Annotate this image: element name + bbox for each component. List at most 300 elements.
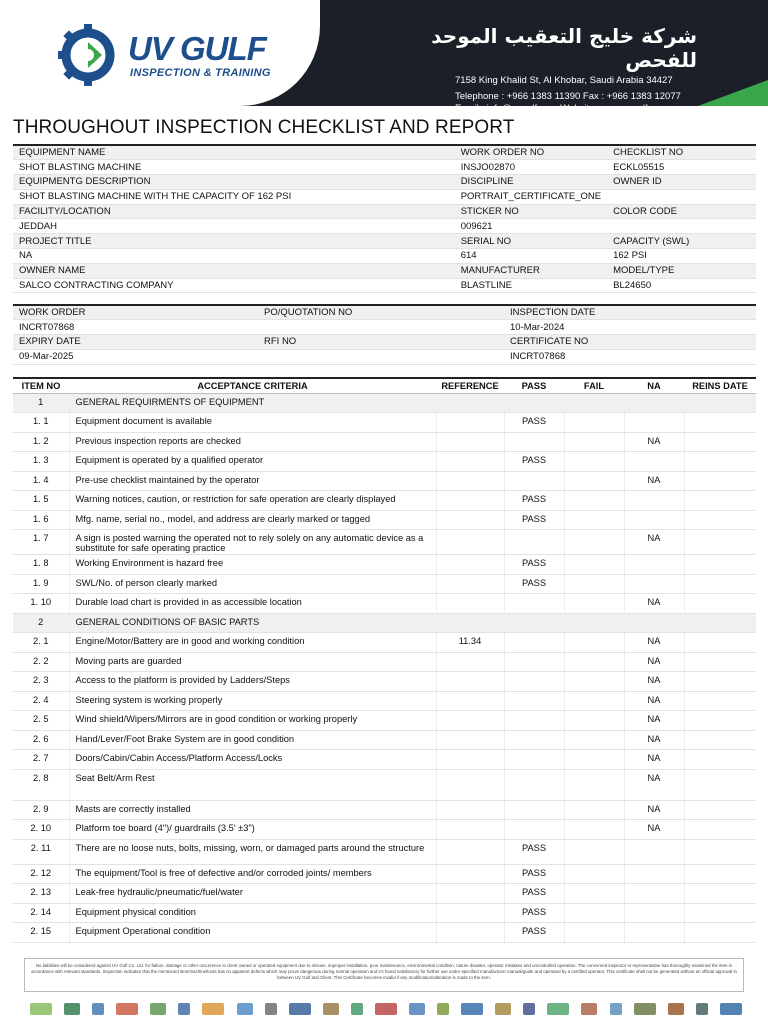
criteria-cell: Equipment Operational condition <box>69 923 436 943</box>
reins-date-cell <box>684 711 756 731</box>
fail-cell <box>564 730 624 750</box>
info-cell: STICKER NO <box>455 204 607 219</box>
checklist-row <box>13 530 756 555</box>
na-cell: NA <box>624 730 684 750</box>
pass-cell: PASS <box>504 903 564 923</box>
info-cell: 614 <box>455 249 607 264</box>
fail-cell <box>564 800 624 820</box>
info-value-row <box>13 160 756 175</box>
reins-date-cell <box>684 413 756 433</box>
criteria-cell: Leak-free hydraulic/pneumatic/fuel/water <box>69 884 436 904</box>
info-cell: EQUIPMENTG DESCRIPTION <box>13 175 455 190</box>
reins-date-cell <box>684 730 756 750</box>
criteria-cell: There are no loose nuts, bolts, missing, worn, or damaged parts around the structure <box>69 839 436 864</box>
fail-cell <box>564 884 624 904</box>
criteria-cell: Equipment physical condition <box>69 903 436 923</box>
na-cell <box>624 452 684 472</box>
pass-cell: PASS <box>504 923 564 943</box>
criteria-cell: The equipment/Tool is free of defective and/or corroded joints/ members <box>69 864 436 884</box>
fail-cell <box>564 691 624 711</box>
criteria-cell: GENERAL CONDITIONS OF BASIC PARTS <box>69 613 436 633</box>
item-no-cell: 2. 13 <box>13 884 69 904</box>
checklist-row <box>13 691 756 711</box>
criteria-cell: Seat Belt/Arm Rest <box>69 769 436 800</box>
reins-date-cell <box>684 769 756 800</box>
info-cell: 10-Mar-2024 <box>504 320 756 335</box>
accreditation-logo <box>116 1003 138 1015</box>
fail-cell <box>564 452 624 472</box>
checklist-row <box>13 452 756 472</box>
criteria-cell: Working Environment is hazard free <box>69 555 436 575</box>
item-no-cell: 2. 7 <box>13 750 69 770</box>
info-label-row <box>13 305 756 320</box>
info-cell: NA <box>13 249 455 264</box>
fail-cell <box>564 903 624 923</box>
logo-tagline: INSPECTION & TRAINING <box>130 67 271 79</box>
criteria-cell: GENERAL REQUIRMENTS OF EQUIPMENT <box>69 393 436 413</box>
fail-cell <box>564 413 624 433</box>
info-cell: SHOT BLASTING MACHINE WITH THE CAPACITY OF 162 PSI <box>13 189 455 204</box>
checklist-row <box>13 432 756 452</box>
accreditation-logo <box>30 1003 52 1015</box>
reference-cell <box>436 769 504 800</box>
info-label-row <box>13 263 756 278</box>
pass-cell: PASS <box>504 413 564 433</box>
info-cell: ECKL05515 <box>607 160 756 175</box>
checklist-row <box>13 800 756 820</box>
na-cell <box>624 413 684 433</box>
info-cell: SHOT BLASTING MACHINE <box>13 160 455 175</box>
footer-disclaimer: No liabilities will be considered against UV Gulf Co. Ltd. for failure, damage or other occurrence to client owned or operated equipment due to misuse, improper installation, poor maintenance, environmental condition, nature disaster, operator mistakes and uncontrolled operation. The concerned inspector or representative has thoroughly examined the item in accordance with relevant standards. Inspection indicates that the mentioned item/machine/tools has no apparent defects which may prove dangerous during normal operation and it's found satisfactory for further use under specified manufacturer manual/guide and operated by a certified operator. This certificate shall not be generated without an official approval in between UV Gulf and Client. This Certificate becomes invalid if any modification/alteration is made to the item. <box>24 958 744 992</box>
col-header-item-no: ITEM NO <box>13 378 69 393</box>
criteria-cell: Equipment document is available <box>69 413 436 433</box>
reins-date-cell <box>684 839 756 864</box>
na-cell: NA <box>624 820 684 840</box>
checklist-row <box>13 923 756 943</box>
checklist-row <box>13 413 756 433</box>
company-phone: Telephone : +966 1383 11390 Fax : +966 1383 12077 <box>455 90 681 102</box>
reference-cell <box>436 393 504 413</box>
accreditation-logo <box>375 1003 397 1015</box>
item-no-cell: 1. 6 <box>13 510 69 530</box>
criteria-cell: Steering system is working properly <box>69 691 436 711</box>
pass-cell <box>504 633 564 653</box>
checklist-row <box>13 839 756 864</box>
criteria-cell: Mfg. name, serial no., model, and address are clearly marked or tagged <box>69 510 436 530</box>
na-cell <box>624 923 684 943</box>
pass-cell: PASS <box>504 574 564 594</box>
info-cell: SERIAL NO <box>455 234 607 249</box>
accreditation-logo <box>289 1003 311 1015</box>
info-cell: EQUIPMENT NAME <box>13 145 455 160</box>
reference-cell <box>436 923 504 943</box>
info-value-row <box>13 349 756 364</box>
criteria-cell: Durable load chart is provided in as accessible location <box>69 594 436 614</box>
na-cell <box>624 903 684 923</box>
info-value-row <box>13 278 756 293</box>
accreditation-logo <box>64 1003 80 1015</box>
info-cell: JEDDAH <box>13 219 455 234</box>
info-value-row <box>13 219 756 234</box>
reins-date-cell <box>684 510 756 530</box>
na-cell <box>624 613 684 633</box>
accreditation-logo <box>696 1003 708 1015</box>
item-no-cell: 2. 8 <box>13 769 69 800</box>
info-cell: WORK ORDER NO <box>455 145 607 160</box>
checklist-row <box>13 769 756 800</box>
reference-cell <box>436 839 504 864</box>
info-cell: DISCIPLINE <box>455 175 607 190</box>
item-no-cell: 2. 12 <box>13 864 69 884</box>
criteria-cell: Previous inspection reports are checked <box>69 432 436 452</box>
pass-cell <box>504 750 564 770</box>
na-cell: NA <box>624 530 684 555</box>
item-no-cell: 2. 14 <box>13 903 69 923</box>
checklist-row <box>13 652 756 672</box>
pass-cell <box>504 594 564 614</box>
reference-cell <box>436 491 504 511</box>
info-cell: RFI NO <box>258 335 504 350</box>
section-row <box>13 613 756 633</box>
company-address: 7158 King Khalid St, Al Khobar, Saudi Arabia 34427 <box>455 75 673 86</box>
info-label-row <box>13 175 756 190</box>
info-cell: COLOR CODE <box>607 204 756 219</box>
col-header-reference: REFERENCE <box>436 378 504 393</box>
info-cell: BLASTLINE <box>455 278 607 293</box>
checklist-row <box>13 491 756 511</box>
col-header-acceptance-criteria: ACCEPTANCE CRITERIA <box>69 378 436 393</box>
reins-date-cell <box>684 884 756 904</box>
checklist-row <box>13 555 756 575</box>
accreditation-logo <box>178 1003 190 1015</box>
info-cell: MANUFACTURER <box>455 263 607 278</box>
item-no-cell: 1. 8 <box>13 555 69 575</box>
info-cell: 009621 <box>455 219 607 234</box>
checklist-row <box>13 574 756 594</box>
fail-cell <box>564 432 624 452</box>
letterhead-accent <box>698 80 768 106</box>
criteria-cell: Moving parts are guarded <box>69 652 436 672</box>
criteria-cell: Engine/Motor/Battery are in good and working condition <box>69 633 436 653</box>
reins-date-cell <box>684 393 756 413</box>
fail-cell <box>564 923 624 943</box>
pass-cell: PASS <box>504 452 564 472</box>
info-cell: OWNER ID <box>607 175 756 190</box>
accreditation-logo <box>495 1003 511 1015</box>
pass-cell <box>504 691 564 711</box>
info-cell: BL24650 <box>607 278 756 293</box>
item-no-cell: 2. 1 <box>13 633 69 653</box>
info-cell: PO/QUOTATION NO <box>258 305 504 320</box>
checklist-row <box>13 471 756 491</box>
reference-cell <box>436 574 504 594</box>
reference-cell <box>436 413 504 433</box>
info-cell <box>607 219 756 234</box>
criteria-cell: Wind shield/Wipers/Mirrors are in good condition or working properly <box>69 711 436 731</box>
reins-date-cell <box>684 452 756 472</box>
logo-wordmark: UV GULF <box>128 30 266 67</box>
criteria-cell: Equipment is operated by a qualified operator <box>69 452 436 472</box>
na-cell <box>624 839 684 864</box>
na-cell <box>624 884 684 904</box>
reference-cell <box>436 711 504 731</box>
info-label-row <box>13 335 756 350</box>
accreditation-logo <box>237 1003 253 1015</box>
reference-cell <box>436 820 504 840</box>
reference-cell <box>436 530 504 555</box>
na-cell <box>624 574 684 594</box>
fail-cell <box>564 750 624 770</box>
order-info-table <box>13 304 756 365</box>
pass-cell: PASS <box>504 864 564 884</box>
na-cell: NA <box>624 471 684 491</box>
accreditation-logo <box>581 1003 597 1015</box>
reference-cell <box>436 672 504 692</box>
checklist-row <box>13 903 756 923</box>
na-cell: NA <box>624 594 684 614</box>
pass-cell: PASS <box>504 839 564 864</box>
checklist-row <box>13 633 756 653</box>
col-header-pass: PASS <box>504 378 564 393</box>
checklist-row <box>13 594 756 614</box>
checklist-row <box>13 672 756 692</box>
info-cell <box>607 189 756 204</box>
item-no-cell: 2. 9 <box>13 800 69 820</box>
info-cell: FACILITY/LOCATION <box>13 204 455 219</box>
col-header-na: NA <box>624 378 684 393</box>
fail-cell <box>564 864 624 884</box>
company-arabic-name: شركة خليج التعقيب الموحد للفحص <box>431 24 697 72</box>
info-cell: PORTRAIT_CERTIFICATE_ONE <box>455 189 607 204</box>
fail-cell <box>564 820 624 840</box>
fail-cell <box>564 393 624 413</box>
na-cell: NA <box>624 672 684 692</box>
reference-cell <box>436 903 504 923</box>
accreditation-logo <box>265 1003 277 1015</box>
pass-cell <box>504 393 564 413</box>
accreditation-logo <box>634 1003 656 1015</box>
accreditation-logo <box>461 1003 483 1015</box>
criteria-cell: Platform toe board (4")/ guardrails (3.5' ±3") <box>69 820 436 840</box>
criteria-cell: Pre-use checklist maintained by the operator <box>69 471 436 491</box>
pass-cell <box>504 769 564 800</box>
pass-cell <box>504 800 564 820</box>
checklist-header-row <box>13 378 756 393</box>
checklist-row <box>13 510 756 530</box>
reference-cell <box>436 652 504 672</box>
reins-date-cell <box>684 820 756 840</box>
item-no-cell: 2. 11 <box>13 839 69 864</box>
reins-date-cell <box>684 691 756 711</box>
pass-cell: PASS <box>504 884 564 904</box>
fail-cell <box>564 555 624 575</box>
info-cell: OWNER NAME <box>13 263 455 278</box>
na-cell: NA <box>624 633 684 653</box>
na-cell <box>624 555 684 575</box>
item-no-cell: 2. 15 <box>13 923 69 943</box>
reference-cell <box>436 691 504 711</box>
checklist-row <box>13 730 756 750</box>
info-label-row <box>13 204 756 219</box>
pass-cell <box>504 672 564 692</box>
reference-cell <box>436 613 504 633</box>
na-cell: NA <box>624 711 684 731</box>
info-cell: CHECKLIST NO <box>607 145 756 160</box>
checklist-row <box>13 750 756 770</box>
section-row <box>13 393 756 413</box>
pass-cell <box>504 530 564 555</box>
fail-cell <box>564 839 624 864</box>
info-cell: INCRT07868 <box>13 320 258 335</box>
item-no-cell: 2. 10 <box>13 820 69 840</box>
pass-cell <box>504 652 564 672</box>
accreditation-logo <box>409 1003 425 1015</box>
pass-cell <box>504 820 564 840</box>
reference-cell <box>436 555 504 575</box>
item-no-cell: 1. 9 <box>13 574 69 594</box>
criteria-cell: Doors/Cabin/Cabin Access/Platform Access/Locks <box>69 750 436 770</box>
reins-date-cell <box>684 800 756 820</box>
pass-cell: PASS <box>504 510 564 530</box>
reference-cell: 11.34 <box>436 633 504 653</box>
info-cell: INCRT07868 <box>504 349 756 364</box>
company-contact <box>357 24 697 116</box>
letterhead <box>0 0 768 114</box>
reins-date-cell <box>684 432 756 452</box>
checklist-row <box>13 884 756 904</box>
na-cell <box>624 491 684 511</box>
reins-date-cell <box>684 613 756 633</box>
na-cell: NA <box>624 750 684 770</box>
pass-cell: PASS <box>504 555 564 575</box>
info-value-row <box>13 189 756 204</box>
item-no-cell: 2. 3 <box>13 672 69 692</box>
reference-cell <box>436 432 504 452</box>
reference-cell <box>436 750 504 770</box>
reference-cell <box>436 800 504 820</box>
fail-cell <box>564 652 624 672</box>
item-no-cell: 1 <box>13 393 69 413</box>
na-cell: NA <box>624 769 684 800</box>
pass-cell: PASS <box>504 491 564 511</box>
reins-date-cell <box>684 672 756 692</box>
fail-cell <box>564 594 624 614</box>
criteria-cell: Access to the platform is provided by Ladders/Steps <box>69 672 436 692</box>
fail-cell <box>564 711 624 731</box>
company-email: Email : info@uvgulf.com Website: www.uvgulf.com <box>455 103 669 114</box>
reference-cell <box>436 730 504 750</box>
na-cell <box>624 510 684 530</box>
na-cell: NA <box>624 652 684 672</box>
reference-cell <box>436 884 504 904</box>
fail-cell <box>564 471 624 491</box>
info-value-row <box>13 320 756 335</box>
accreditation-logo <box>668 1003 684 1015</box>
item-no-cell: 1. 2 <box>13 432 69 452</box>
reference-cell <box>436 452 504 472</box>
info-cell: EXPIRY DATE <box>13 335 258 350</box>
item-no-cell: 2 <box>13 613 69 633</box>
fail-cell <box>564 491 624 511</box>
item-no-cell: 1. 10 <box>13 594 69 614</box>
pass-cell <box>504 613 564 633</box>
na-cell: NA <box>624 691 684 711</box>
item-no-cell: 2. 5 <box>13 711 69 731</box>
reference-cell <box>436 510 504 530</box>
info-cell: CAPACITY (SWL) <box>607 234 756 249</box>
info-cell: INSJO02870 <box>455 160 607 175</box>
reins-date-cell <box>684 491 756 511</box>
info-cell <box>258 349 504 364</box>
checklist-row <box>13 820 756 840</box>
accreditation-logo <box>720 1003 742 1015</box>
company-logo <box>58 24 318 86</box>
item-no-cell: 1. 1 <box>13 413 69 433</box>
na-cell: NA <box>624 432 684 452</box>
criteria-cell: A sign is posted warning the operated not to rely solely on any automatic device as a substitute for safe operating practice <box>69 530 436 555</box>
info-cell: 162 PSI <box>607 249 756 264</box>
accreditation-logo <box>547 1003 569 1015</box>
accreditation-logo <box>150 1003 166 1015</box>
info-label-row <box>13 234 756 249</box>
reins-date-cell <box>684 633 756 653</box>
info-value-row <box>13 249 756 264</box>
checklist-row <box>13 711 756 731</box>
item-no-cell: 2. 6 <box>13 730 69 750</box>
gear-logo-icon <box>58 24 124 86</box>
reins-date-cell <box>684 555 756 575</box>
accreditation-logo <box>523 1003 535 1015</box>
reins-date-cell <box>684 903 756 923</box>
item-no-cell: 1. 3 <box>13 452 69 472</box>
fail-cell <box>564 574 624 594</box>
reins-date-cell <box>684 652 756 672</box>
info-label-row <box>13 145 756 160</box>
pass-cell <box>504 730 564 750</box>
accreditation-logo <box>610 1003 622 1015</box>
info-cell: WORK ORDER <box>13 305 258 320</box>
info-cell: 09-Mar-2025 <box>13 349 258 364</box>
checklist-row <box>13 864 756 884</box>
col-header-fail: FAIL <box>564 378 624 393</box>
reins-date-cell <box>684 530 756 555</box>
pass-cell <box>504 432 564 452</box>
reins-date-cell <box>684 574 756 594</box>
item-no-cell: 1. 7 <box>13 530 69 555</box>
reins-date-cell <box>684 471 756 491</box>
info-cell: SALCO CONTRACTING COMPANY <box>13 278 455 293</box>
pass-cell <box>504 471 564 491</box>
info-cell: CERTIFICATE NO <box>504 335 756 350</box>
criteria-cell: SWL/No. of person clearly marked <box>69 574 436 594</box>
reference-cell <box>436 471 504 491</box>
reins-date-cell <box>684 923 756 943</box>
equipment-info-table <box>13 144 756 293</box>
item-no-cell: 1. 4 <box>13 471 69 491</box>
criteria-cell: Warning notices, caution, or restriction for safe operation are clearly displayed <box>69 491 436 511</box>
fail-cell <box>564 613 624 633</box>
na-cell: NA <box>624 800 684 820</box>
info-cell: INSPECTION DATE <box>504 305 756 320</box>
item-no-cell: 2. 2 <box>13 652 69 672</box>
criteria-cell: Hand/Lever/Foot Brake System are in good condition <box>69 730 436 750</box>
fail-cell <box>564 769 624 800</box>
fail-cell <box>564 633 624 653</box>
fail-cell <box>564 672 624 692</box>
accreditation-logo <box>323 1003 339 1015</box>
na-cell <box>624 864 684 884</box>
criteria-cell: Masts are correctly installed <box>69 800 436 820</box>
